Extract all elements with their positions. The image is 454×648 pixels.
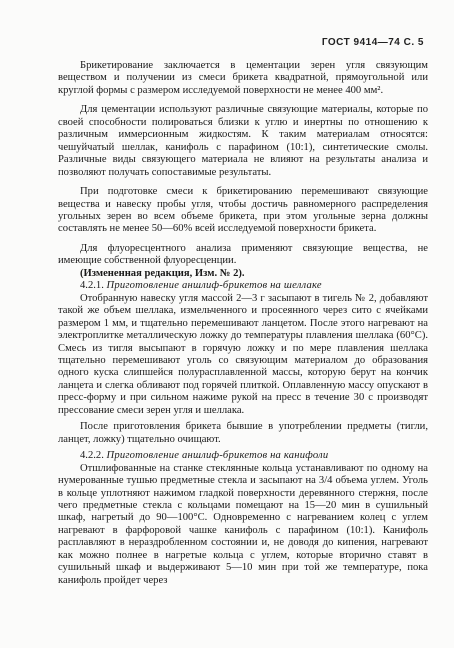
section-title: Приготовление аншлиф-брикетов на канифоли bbox=[106, 450, 329, 462]
paragraph-rosin-procedure: Отшлифованные на станке стеклянные кольца устанавливают по одному на нумерованные тушью предметные стекла и засыпают на 3/4 объема углем. Уголь в кольце уплотняют нажимом гладкой поверхности деревянного стержня, после чего предметные стекла с кольцами помещают на 15—20 мин в сушильный шкаф, нагретый до 90—100°С. Одновременно с нагреванием колец с углем нагревают в фарфоровой чашке канифоль с парафином (10:1). Канифоль расплавляют в нераздробленном состоянии и, не доводя до кипения, нагревают как можно полнее в нагретые кольца с углем, которые вторично ставят в сушильный шкаф и выдерживают 5—10 мин при той же температуре, пока канифоль пройдет через bbox=[58, 462, 428, 586]
paragraph-binding-materials: Для цементации используют различные связующие материалы, которые по своей способности полироваться близки к углю и инертны по отношению к различным иммерсионным жидкостям. К таким материалам относятся: чешуйчатый шеллак, канифоль с парафином (10:1), синтетические смолы. Различные виды связующего материала не влияют на результаты анализа и позволяют получать сопоставимые результаты. bbox=[58, 104, 428, 178]
paragraph-fluorescence-binders: Для флуоресцентного анализа применяют связующие вещества, не имеющие собственной флуоресценции. bbox=[58, 242, 428, 267]
section-number: 4.2.2. bbox=[80, 450, 104, 462]
document-body bbox=[58, 60, 428, 587]
running-header: ГОСТ 9414—74 С. 5 bbox=[321, 37, 424, 48]
section-heading-4-2-1 bbox=[58, 280, 428, 292]
section-number: 4.2.1. bbox=[80, 280, 104, 292]
section-title: Приготовление аншлиф-брикетов на шеллаке bbox=[106, 280, 322, 292]
paragraph-briquetting-definition: Брикетирование заключается в цементации зерен угля связующим веществом и получении из смеси брикета квадратной, прямоугольной или круглой формы с размером исследуемой поверхности не менее 400 мм². bbox=[58, 60, 428, 96]
paragraph-mixture-preparation: При подготовке смеси к брикетированию перемешивают связующие вещества и навеску пробы угля, чтобы достичь равномерного распределения угольных зерен во всем объеме брикета, при этом угольные зерна должны составлять не менее 50—60% всей исследуемой поверхности брикета. bbox=[58, 186, 428, 235]
paragraph-cleaning: После приготовления брикета бывшие в употреблении предметы (тигли, ланцет, ложку) тщательно очищают. bbox=[58, 421, 428, 445]
section-heading-4-2-2 bbox=[58, 450, 428, 462]
paragraph-shellac-procedure: Отобранную навеску угля массой 2—3 г засыпают в тигель № 2, добавляют такой же объем шеллака, измельченного и просеянного через сито с ячейками размером 1 мм, и тщательно перемешивают ланцетом. После этого нагревают на электроплитке металлическую ложку до температуры плавления шеллака (60°С). Смесь из тигля высыпают в горячую ложку и по мере плавления шеллака тщательно перемешивают уголь со связующим материалом до образования одного куска слипшейся полурасплавленной массы, которую берут на кончик ланцета и слегка обливают под горячей плиткой. Оплавленную массу опускают в пресс-форму и при сильном нажиме рукой на пресс в течение 30 с производят прессование смеси зерен угля и шеллака. bbox=[58, 292, 428, 416]
amendment-note: (Измененная редакция, Изм. № 2). bbox=[80, 267, 245, 279]
